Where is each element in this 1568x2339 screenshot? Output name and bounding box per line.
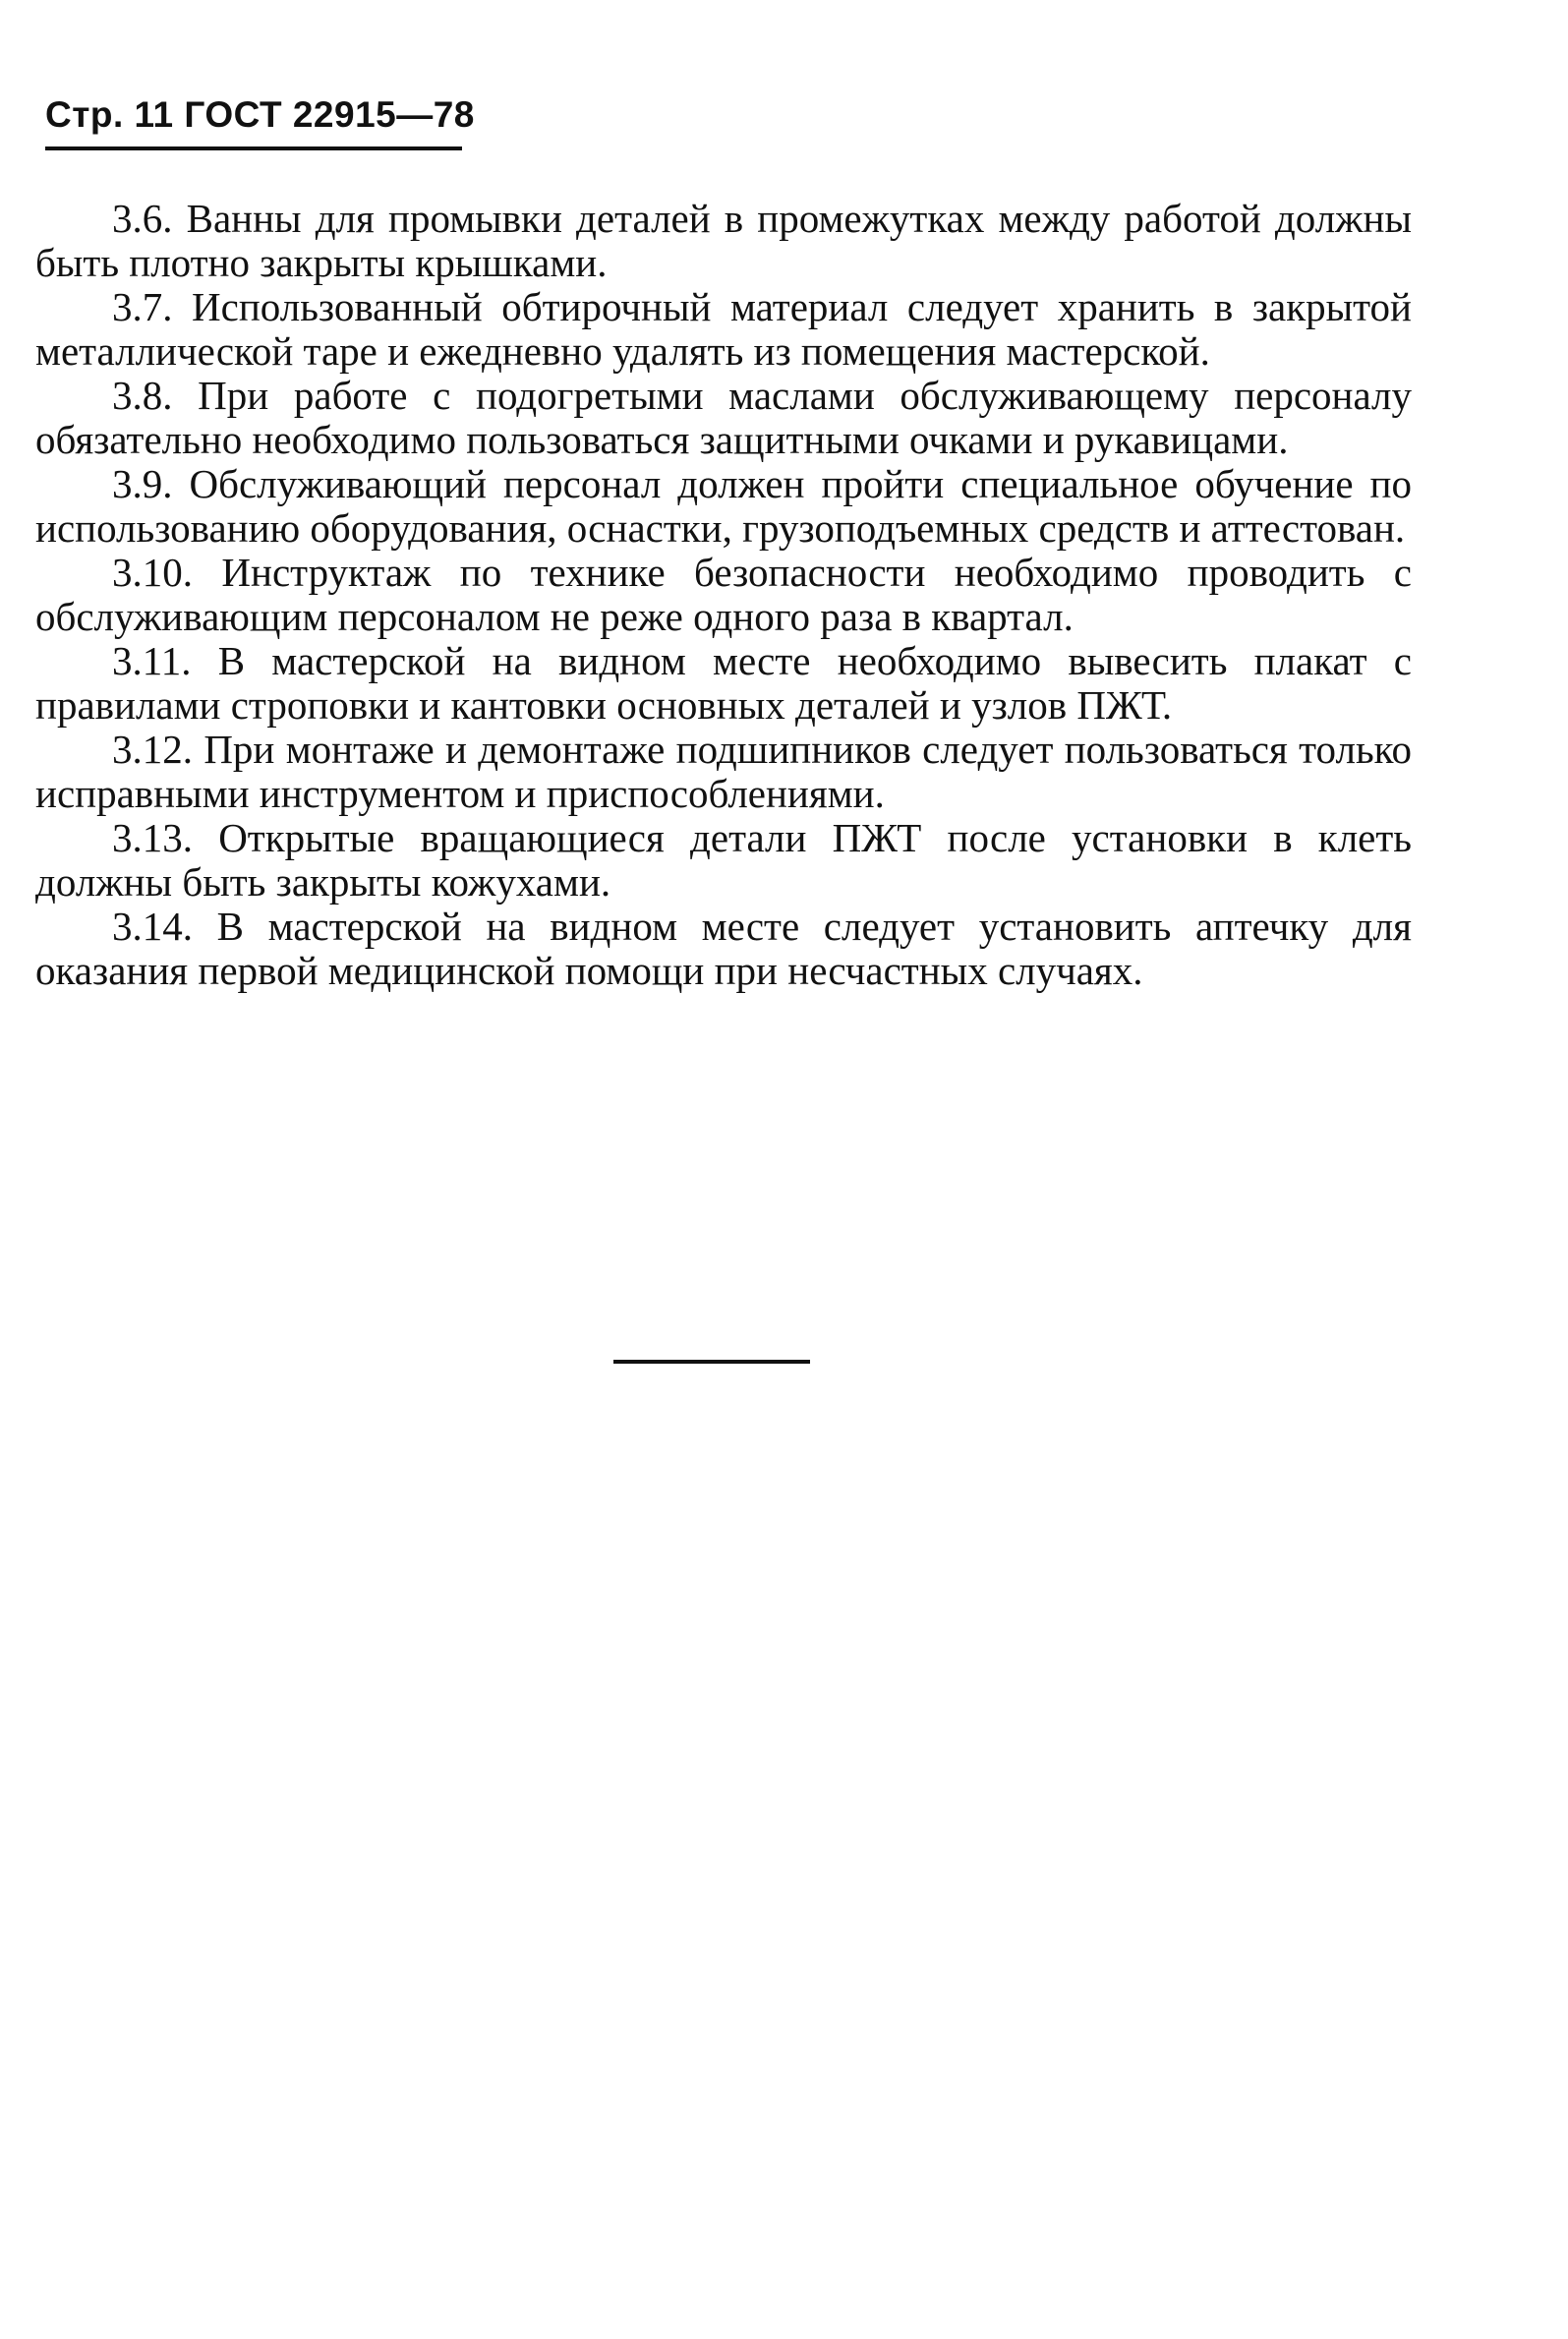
paragraph-3-12: 3.12. При монтаже и демонтаже подшипников следует пользоваться только исправными инструментом и приспособлениями. (35, 727, 1412, 816)
document-body (35, 197, 1412, 993)
paragraph-3-10: 3.10. Инструктаж по технике безопасности необходимо проводить с обслуживающим персоналом не реже одного раза в квартал. (35, 550, 1412, 639)
paragraph-3-9: 3.9. Обслуживающий персонал должен пройти специальное обучение по использованию оборудования, оснастки, грузоподъемных средств и аттестован. (35, 461, 1412, 551)
paragraph-3-6: 3.6. Ванны для промывки деталей в промежутках между работой должны быть плотно закрыты крышками. (35, 196, 1412, 285)
header-underline (45, 146, 462, 150)
paragraph-3-13: 3.13. Открытые вращающиеся детали ПЖТ после установки в клеть должны быть закрыты кожухами. (35, 815, 1412, 905)
paragraph-3-11: 3.11. В мастерской на видном месте необходимо вывесить плакат с правилами строповки и кантовки основных деталей и узлов ПЖТ. (35, 638, 1412, 728)
paragraph-3-7: 3.7. Использованный обтирочный материал следует хранить в закрытой металлической таре и ежедневно удалять из помещения мастерской. (35, 284, 1412, 374)
end-of-text-rule (613, 1360, 810, 1364)
paragraph-3-14: 3.14. В мастерской на видном месте следует установить аптечку для оказания первой медицинской помощи при несчастных случаях. (35, 904, 1412, 993)
paragraph-3-8: 3.8. При работе с подогретыми маслами обслуживающему персоналу обязательно необходимо пользоваться защитными очками и рукавицами. (35, 373, 1412, 462)
running-header: Стр. 11 ГОСТ 22915—78 (45, 94, 475, 135)
